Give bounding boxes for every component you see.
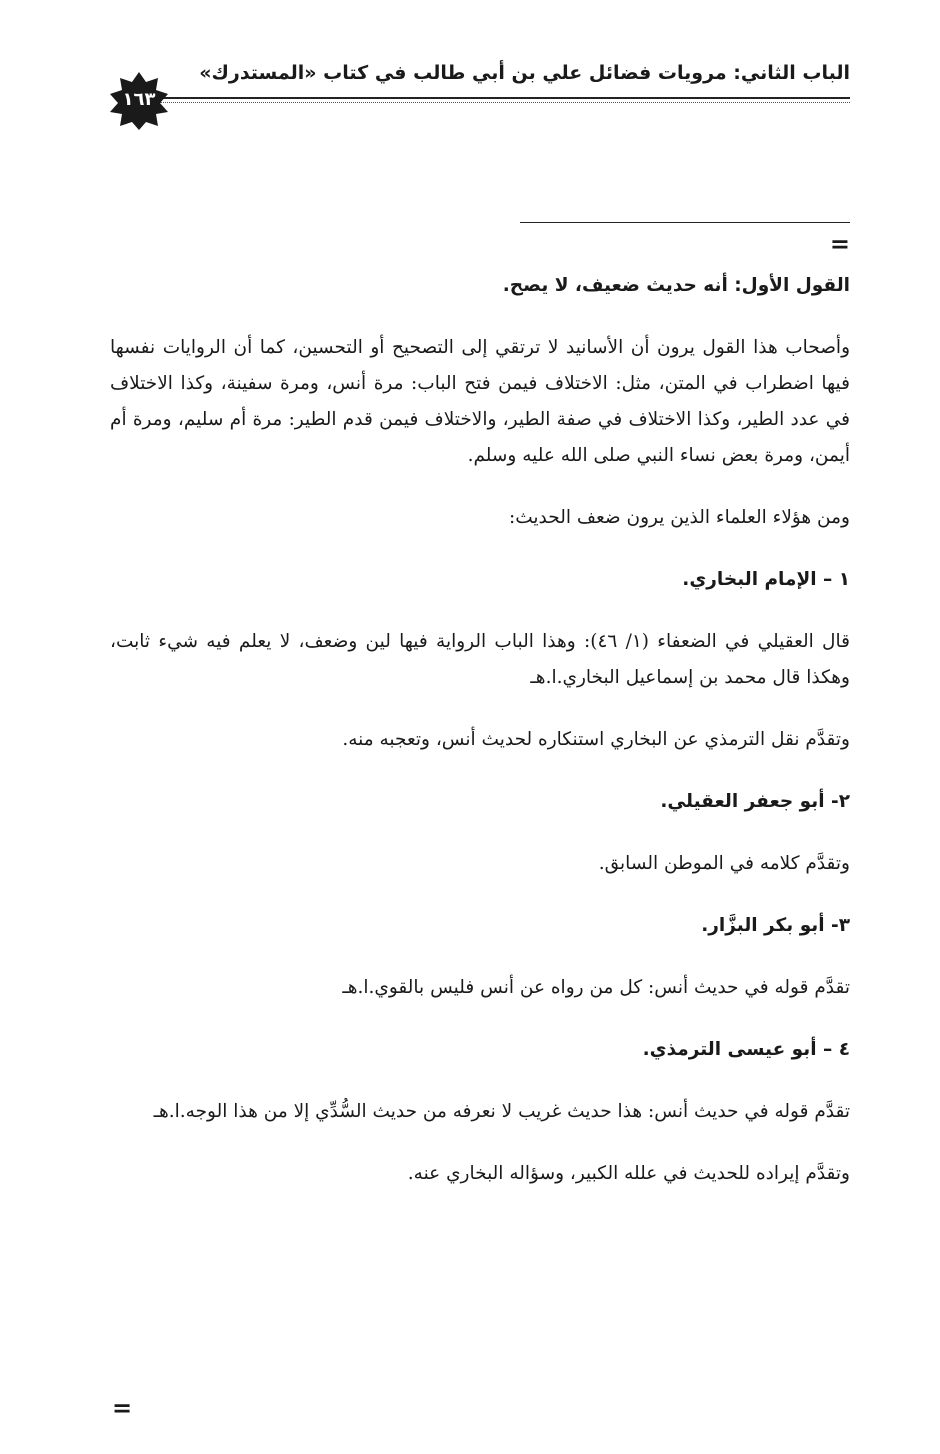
page-number: ١٦٣: [122, 89, 156, 110]
footnote-separator: [520, 222, 850, 223]
heading-first-opinion: القول الأول: أنه حديث ضعيف، لا يصح.: [502, 275, 850, 296]
header-title: الباب الثاني: مرويات فضائل علي بن أبي طالب في كتاب «المستدرك»: [199, 62, 850, 84]
heading-uqayli: ٢- أبو جعفر العقيلي.: [660, 791, 850, 812]
header-rule: [160, 97, 850, 99]
continuation-mark-top: =: [829, 230, 850, 258]
body-text: [110, 268, 850, 1218]
page-number-badge: [110, 72, 168, 130]
paragraph-scholars: ومن هؤلاء العلماء الذين يرون ضعف الحديث:: [509, 507, 850, 528]
heading-tirmidhi: ٤ – أبو عيسى الترمذي.: [642, 1039, 850, 1060]
header-rule-dotted: [160, 102, 850, 103]
paragraph-intro: وأصحاب هذا القول يرون أن الأسانيد لا ترتقي إلى التصحيح أو التحسين، كما أن الروايات نفسها فيها اضطراب في المتن، مثل: الاختلاف فيمن فتح الباب: مرة أنس، ومرة سفينة، وكذا الاختلاف في عدد الطير، وكذا الاختلاف في صفة الطير، والاختلاف فيمن قدم الطير: مرة أم سليم، ومرة أم أيمن، ومرة بعض نساء النبي صلى الله عليه وسلم.: [110, 337, 850, 466]
continuation-mark-bottom: =: [112, 1394, 133, 1422]
running-header: [110, 62, 850, 122]
paragraph-bukhari-quote: قال العقيلي في الضعفاء (١/ ٤٦): وهذا الباب الرواية فيها لين وضعف، لا يعلم فيه شيء ثابت، وهكذا قال محمد بن إسماعيل البخاري.ا.هـ: [110, 631, 850, 688]
heading-bazzar: ٣- أبو بكر البزَّار.: [701, 915, 850, 936]
paragraph-uqayli: وتقدَّم كلامه في الموطن السابق.: [598, 853, 850, 874]
heading-bukhari: ١ – الإمام البخاري.: [682, 569, 850, 590]
paragraph-tirmidhi-quote: تقدَّم قوله في حديث أنس: هذا حديث غريب لا نعرفه من حديث السُّدِّي إلا من هذا الوجه.ا.هـ: [153, 1101, 850, 1122]
paragraph-tirmidhi-note: وتقدَّم إيراده للحديث في علله الكبير، وسؤاله البخاري عنه.: [407, 1163, 850, 1184]
paragraph-bazzar: تقدَّم قوله في حديث أنس: كل من رواه عن أنس فليس بالقوي.ا.هـ: [342, 977, 850, 998]
paragraph-bukhari-note: وتقدَّم نقل الترمذي عن البخاري استنكاره لحديث أنس، وتعجبه منه.: [342, 729, 850, 750]
